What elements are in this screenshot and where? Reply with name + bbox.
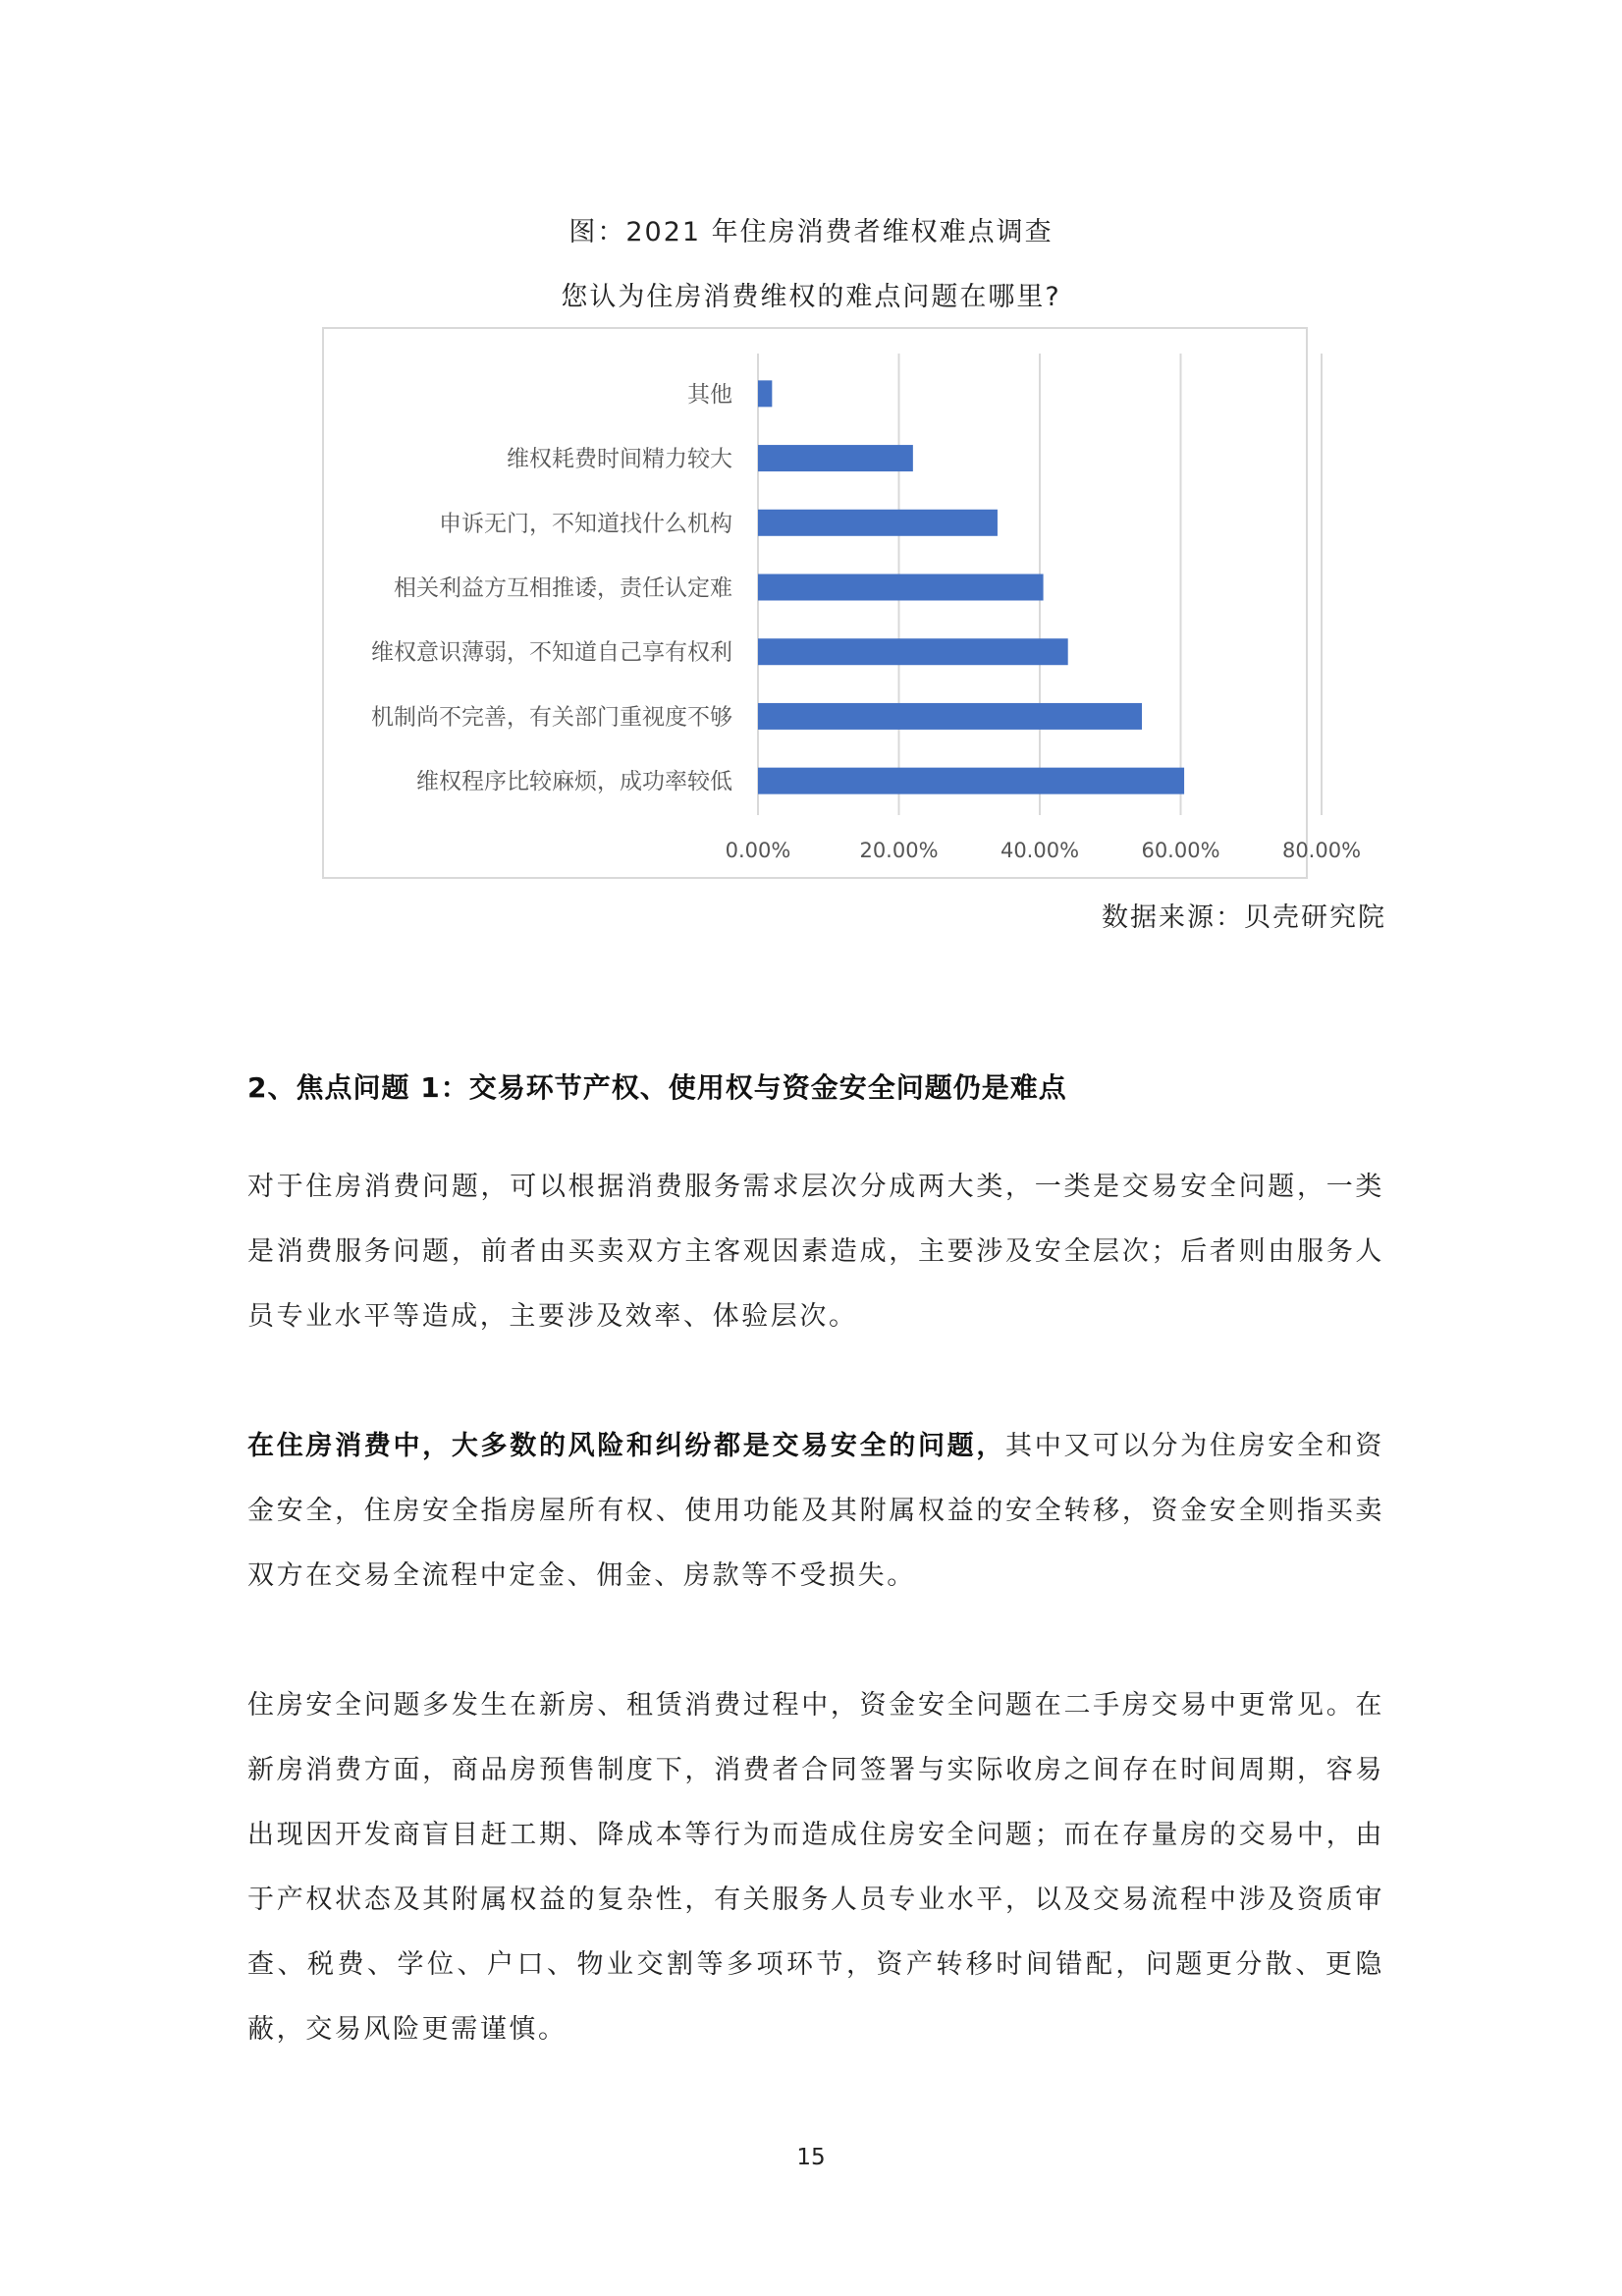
bar [758,703,1142,730]
paragraph-2-emphasis: 在住房消费中，大多数的风险和纠纷都是交易安全的问题， [247,1431,1006,1461]
bar [758,510,998,536]
paragraph-1: 对于住房消费问题，可以根据消费服务需求层次分成两大类，一类是交易安全问题，一类是消费服务问题，前者由买卖双方主客观因素造成，主要涉及安全层次；后者则由服务人员专业水平等造成，主要涉及效率、体验层次。 [247,1172,1384,1332]
category-label: 维权程序比较麻烦，成功率较低 [416,769,732,795]
category-label: 相关利益方互相推诿，责任认定难 [394,575,732,601]
category-label: 其他 [687,381,732,408]
x-tick-label: 80.00% [1281,839,1362,862]
figure-subtitle: 您认为住房消费维权的难点问题在哪里? [561,282,1061,312]
bar [758,574,1044,601]
bar [758,768,1184,794]
x-tick-label: 60.00% [1141,839,1220,862]
x-tick-label: 20.00% [859,839,939,862]
paragraph-2 [247,1414,1384,1609]
paragraph-2-body: 其中又可以分为住房安全和资金安全，住房安全指房屋所有权、使用功能及其附属权益的安全转移，资金安全则指买卖双方在交易全流程中定金、佣金、房款等不受损失。 [247,1431,1384,1591]
figure-title: 图：2021 年住房消费者维权难点调查 [568,217,1054,247]
x-tick-label: 40.00% [1000,839,1080,862]
section-heading: 2、焦点问题 1：交易环节产权、使用权与资金安全问题仍是难点 [247,1071,1067,1104]
bar [758,638,1068,665]
category-label: 维权耗费时间精力较大 [507,446,732,472]
bar [758,380,772,407]
page-number: 15 [796,2145,826,2170]
category-label: 维权意识薄弱，不知道自己享有权利 [371,639,732,666]
category-label: 申诉无门，不知道找什么机构 [439,511,732,537]
data-source: 数据来源：贝壳研究院 [1102,902,1386,933]
category-label: 机制尚不完善，有关部门重视度不够 [371,704,732,731]
paragraph-3: 住房安全问题多发生在新房、租赁消费过程中，资金安全问题在二手房交易中更常见。在新房消费方面，商品房预售制度下，消费者合同签署与实际收房之间存在时间周期，容易出现因开发商盲目赶工期、降成本等行为而造成住房安全问题；而在存量房的交易中，由于产权状态及其附属权益的复杂性，有关服务人员专业水平，以及交易流程中涉及资质审查、税费、学位、户口、物业交割等多项环节，资产转移时间错配，问题更分散、更隐蔽，交易风险更需谨慎。 [247,1690,1384,2045]
bar-chart [322,327,1362,879]
x-tick-label: 0.00% [725,839,791,862]
bar [758,445,913,471]
